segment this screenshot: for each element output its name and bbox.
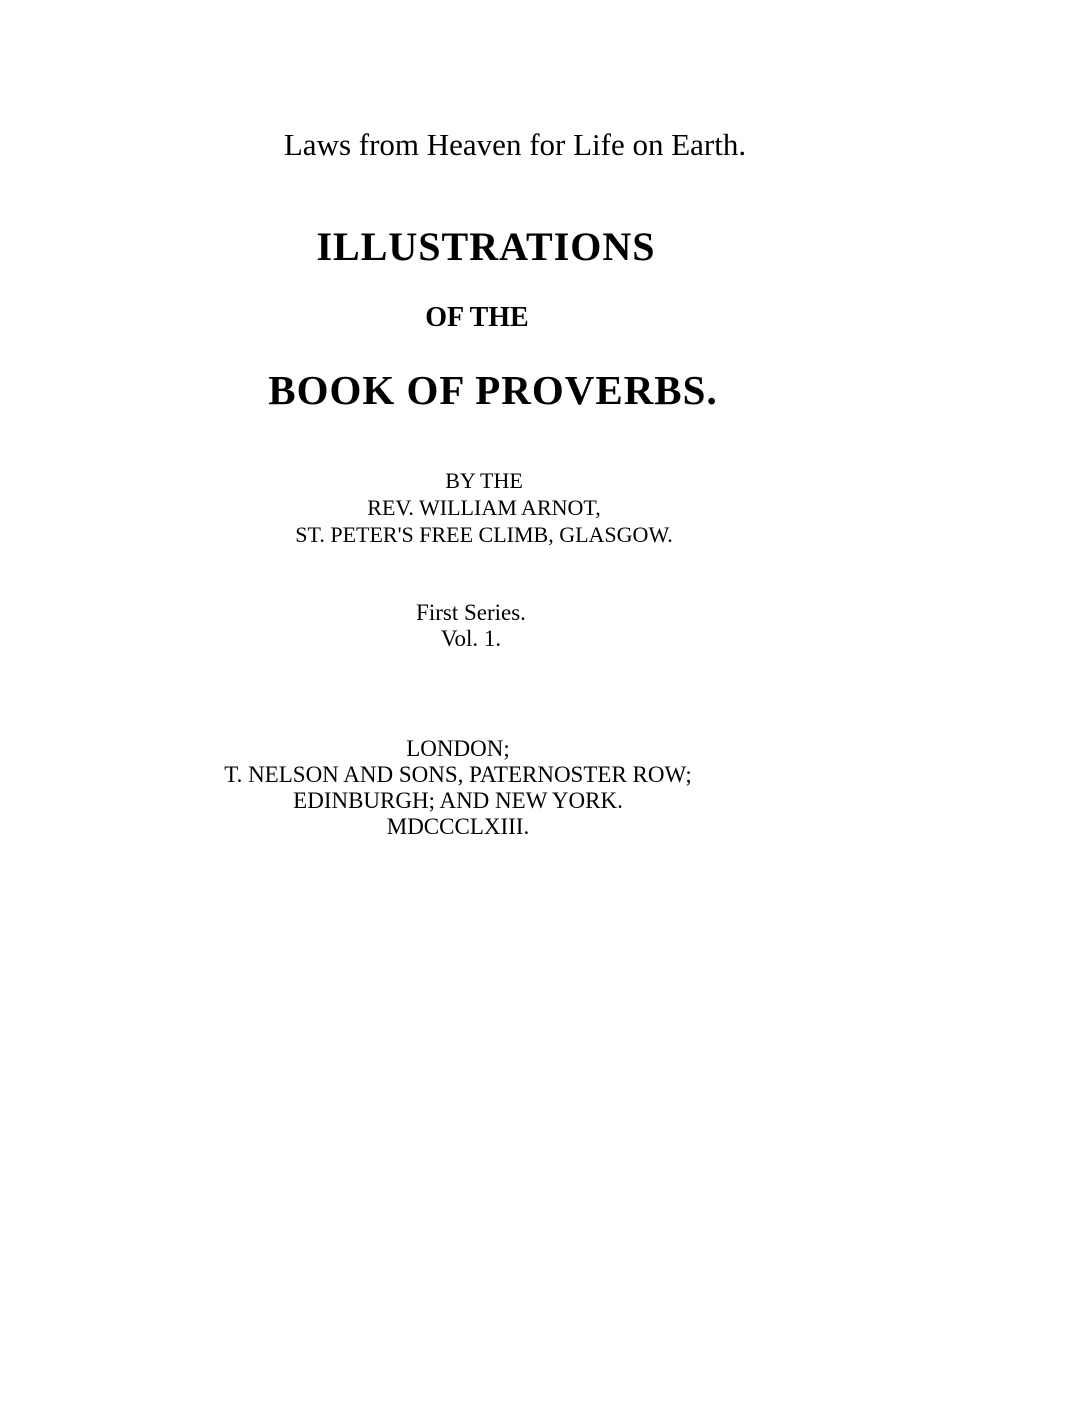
byline-by-the: BY THE [445,468,523,493]
series-info [0,600,1015,652]
imprint-other-cities: EDINBURGH; AND NEW YORK. [293,788,623,813]
title-connector: OF THE [425,302,529,333]
imprint-city: LONDON; [406,736,510,761]
imprint-year-roman: MDCCCLXIII. [386,814,530,839]
main-title: ILLUSTRATIONS [316,224,656,269]
volume-number: Vol. 1. [440,626,502,651]
subject-title: BOOK OF PROVERBS. [268,367,718,413]
half-title: Laws from Heaven for Life on Earth. [283,127,747,162]
byline-author: REV. WILLIAM ARNOT, [367,495,601,520]
series-name: First Series. [416,600,526,625]
publisher-imprint [0,736,1002,840]
imprint-publisher: T. NELSON AND SONS, PATERNOSTER ROW; [224,762,692,787]
byline [0,467,1028,548]
byline-affiliation: ST. PETER'S FREE CLIMB, GLASGOW. [295,522,673,547]
